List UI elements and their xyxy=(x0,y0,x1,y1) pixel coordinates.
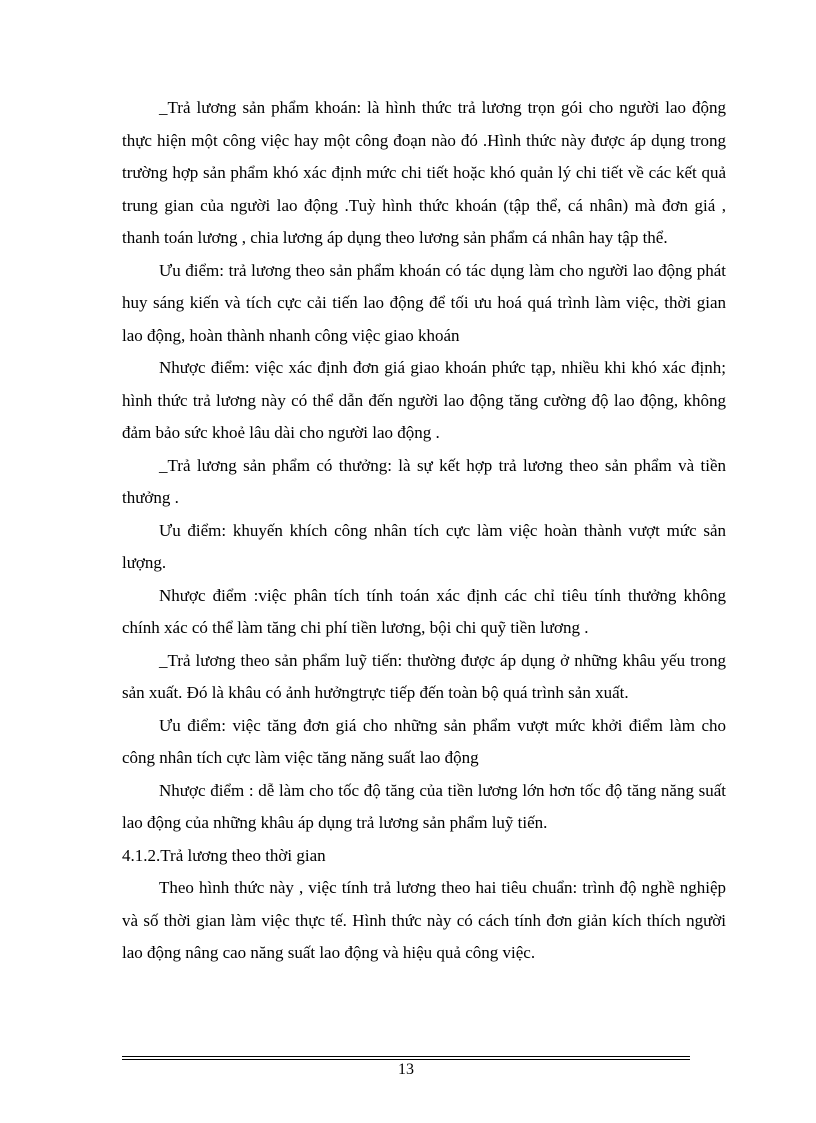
footer-divider xyxy=(122,1056,690,1060)
paragraph-luy-tien-advantage: Ưu điểm: việc tăng đơn giá cho những sản phẩm vượt mức khởi điểm làm cho công nhân tích cực làm việc tăng năng suất lao động xyxy=(122,715,726,767)
page-number: 13 xyxy=(398,1061,414,1078)
section-heading: 4.1.2.Trả lương theo thời gian xyxy=(122,845,326,865)
paragraph-luy-tien: _Trả lương theo sản phẩm luỹ tiến: thường được áp dụng ở những khâu yếu trong sản xuất. Đó là khâu có ảnh hưởngtrực tiếp đến toàn bộ quá trình sản xuất. xyxy=(122,650,726,702)
paragraph-khoan: _Trả lương sản phẩm khoán: là hình thức trả lương trọn gói cho người lao động thực hiện một công việc hay một công đoạn nào đó .Hình thức này được áp dụng trong trường hợp sản phẩm khó xác định mức chi tiết hoặc khó quản lý chi tiết về các kết quả trung gian của người lao động .Tuỳ hình thức khoán (tập thể, cá nhân) mà đơn giá , thanh toán lương , chia lương áp dụng theo lương sản phẩm cá nhân hay tập thể. xyxy=(122,98,726,247)
paragraph-co-thuong-disadvantage: Nhược điểm :việc phân tích tính toán xác định các chỉ tiêu tính thưởng không chính xác có thể làm tăng chi phí tiền lương, bội chi quỹ tiền lương . xyxy=(122,585,726,637)
document-body xyxy=(122,92,726,970)
paragraph-co-thuong-advantage: Ưu điểm: khuyến khích công nhân tích cực làm việc hoàn thành vượt mức sản lượng. xyxy=(122,520,726,572)
paragraph-thoi-gian: Theo hình thức này , việc tính trả lương theo hai tiêu chuẩn: trình độ nghề nghiệp và số thời gian làm việc thực tế. Hình thức này có cách tính đơn giản kích thích người lao động nâng cao năng suất lao động và hiệu quả công việc. xyxy=(122,878,726,962)
paragraph-co-thuong: _Trả lương sản phẩm có thưởng: là sự kết hợp trả lương theo sản phẩm và tiền thưởng . xyxy=(122,455,726,507)
paragraph-khoan-disadvantage: Nhược điểm: việc xác định đơn giá giao khoán phức tạp, nhiều khi khó xác định; hình thức trả lương này có thể dẫn đến người lao động tăng cường độ lao động, không đảm bảo sức khoẻ lâu dài cho người lao động . xyxy=(122,358,726,442)
paragraph-khoan-advantage: Ưu điểm: trả lương theo sản phẩm khoán có tác dụng làm cho người lao động phát huy sáng kiến và tích cực cải tiến lao động để tối ưu hoá quá trình làm việc, thời gian lao động, hoàn thành nhanh công việc giao khoán xyxy=(122,260,726,345)
paragraph-luy-tien-disadvantage: Nhược điểm : dễ làm cho tốc độ tăng của tiền lương lớn hơn tốc độ tăng năng suất lao động của những khâu áp dụng trả lương sản phẩm luỹ tiến. xyxy=(122,780,726,832)
